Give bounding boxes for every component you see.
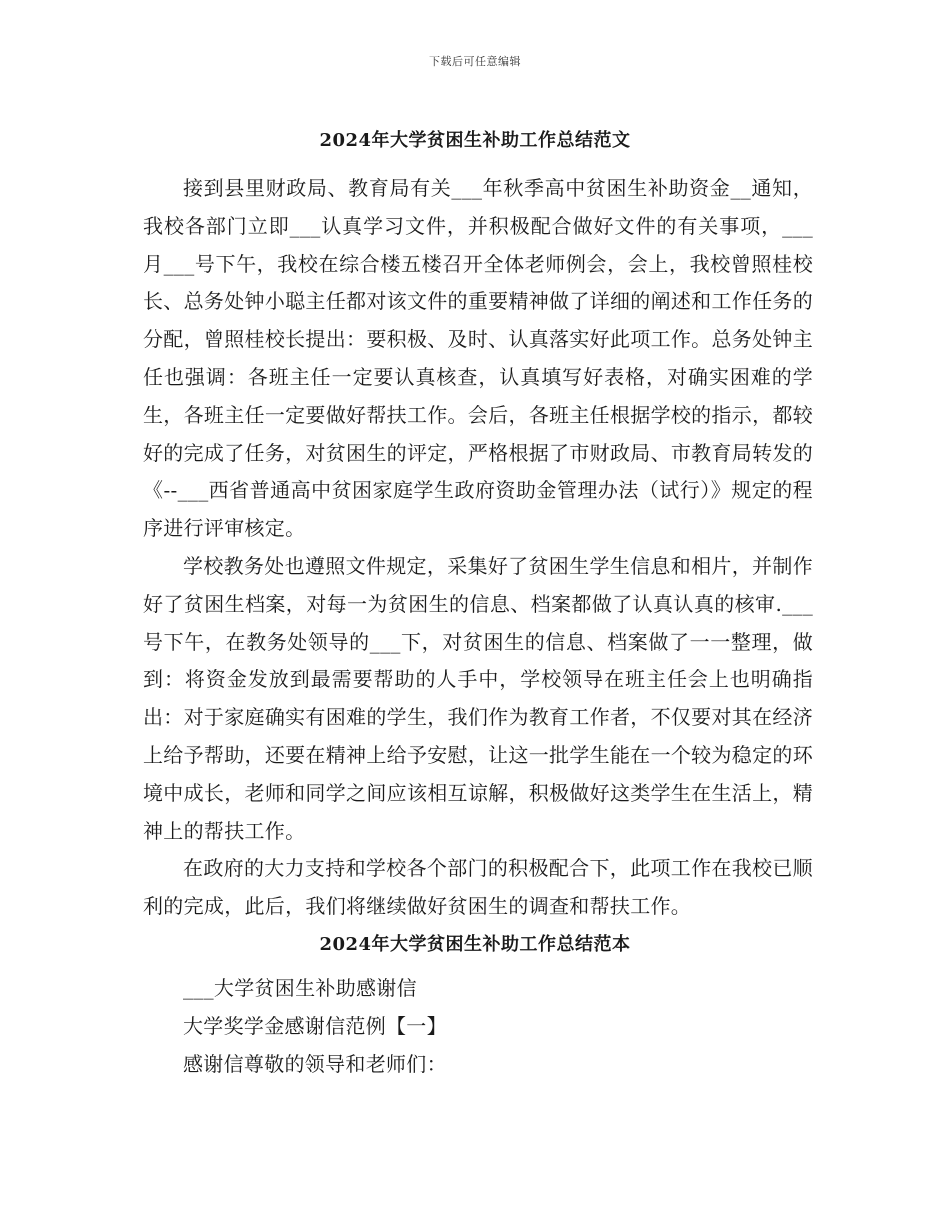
text-line: ___大学贫困生补助感谢信 [183,976,417,1000]
paragraph: 在政府的大力支持和学校各个部门的积极配合下，此项工作在我校已顺利的完成，此后，我们将继续做好贫困生的调查和帮扶工作。 [143,856,813,919]
text-line: 感谢信尊敬的领导和老师们： [183,1051,447,1076]
paragraph: 接到县里财政局、教育局有关___年秋季高中贫困生补助资金__通知，我校各部门立即___认真学习文件，并积极配合做好文件的有关事项，___月___号下午，我校在综合楼五楼召开全体老师例会，会上，我校曾照桂校长、总务处钟小聪主任都对该文件的重要精神做了详细的阐述和工作任务的分配，曾照桂校长提出：要积极、及时、认真落实好此项工作。总务处钟主任也强调：各班主任一定要认真核查，认真填写好表格，对确实困难的学生，各班主任一定要做好帮扶工作。会后，各班主任根据学校的指示，都较好的完成了任务，对贫困生的评定，严格根据了市财政局、市教育局转发的《--___西省普通高中贫困家庭学生政府资助金管理办法（试行）》规定的程序进行评审核定。 [143,176,813,541]
body-section-2 [143,970,813,1083]
body-section-1 [143,170,813,926]
text-line: 大学奖学金感谢信范例【一】 [183,1013,447,1038]
paragraph: 学校教务处也遵照文件规定，采集好了贫困生学生信息和相片，并制作好了贫困生档案，对每一为贫困生的信息、档案都做了认真认真的核审.___号下午，在教务处领导的___下，对贫困生的信息、档案做了一一整理，做到：将资金发放到最需要帮助的人手中，学校领导在班主任会上也明确指出：对于家庭确实有困难的学生，我们作为教育工作者，不仅要对其在经济上给予帮助，还要在精神上给予安慰，让这一批学生能在一个较为稳定的环境中成长，老师和同学之间应该相互谅解，积极做好这类学生在生活上，精神上的帮扶工作。 [143,553,813,843]
section-title: 2024年大学贫困生补助工作总结范本 [319,934,631,955]
document-title: 2024年大学贫困生补助工作总结范文 [319,130,631,151]
header-note: 下载后可任意编辑 [429,55,521,68]
